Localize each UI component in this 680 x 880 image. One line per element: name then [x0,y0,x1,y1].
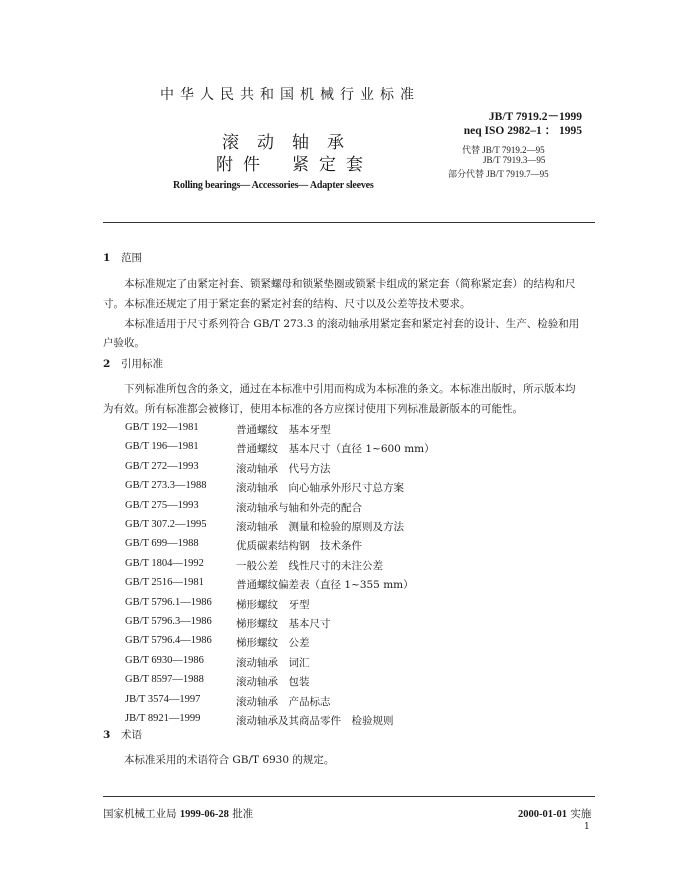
reference-code: JB/T 3574—1997 [125,694,201,705]
reference-title: 滚动轴承 测量和检验的原则及方法 [236,521,404,533]
reference-code: JB/T 8921—1999 [125,713,201,724]
effective-date: 2000-01-01 [518,809,567,820]
reference-code: GB/T 196—1981 [125,441,199,452]
reference-title: 优质碳素结构钢 技术条件 [236,540,362,552]
reference-title: 滚动轴承及其商品零件 检验规则 [236,715,394,727]
replaces-line-3: 部分代替 JB/T 7919.7—95 [448,169,549,179]
reference-code: GB/T 192—1981 [125,422,199,433]
reference-code: GB/T 307.2—1995 [125,519,207,530]
section-number: 2 [103,358,111,370]
paragraph-line: 本标准适用于尺寸系列符合 GB/T 273.3 的滚动轴承用紧定套和紧定衬套的设计、生产、检验和用 [124,318,580,330]
header-divider [103,222,595,223]
section-2-heading [103,356,163,371]
reference-title: 滚动轴承 包装 [236,676,310,688]
iso-equivalence: neq ISO 2982–1 ： 1995 [463,125,582,137]
title-cn-line-1: 滚动轴承 [222,133,362,153]
reference-title: 梯形螺纹 牙型 [236,599,310,611]
title-cn-line-2 [216,150,373,175]
title-cn-part-a: 附件 [216,155,270,175]
reference-code: GB/T 6930—1986 [125,655,204,666]
reference-code: GB/T 275—1993 [125,500,199,511]
reference-code: GB/T 2516—1981 [125,577,204,588]
section-number: 3 [103,729,111,741]
issuer: 国家机械工业局 [103,808,177,820]
paragraph-line: 为有效。所有标准都会被修订，使用本标准的各方应探讨使用下列标准最新版本的可能性。 [103,403,523,415]
effective-word: 实施 [570,808,592,820]
reference-title: 滚动轴承 词汇 [236,657,310,669]
reference-code: GB/T 272—1993 [125,461,199,472]
section-1-heading [103,250,142,265]
reference-code: GB/T 5796.3—1986 [125,616,212,627]
reference-title: 滚动轴承 向心轴承外形尺寸总方案 [236,482,404,494]
reference-code: GB/T 5796.4—1986 [125,635,212,646]
reference-code: GB/T 1804—1992 [125,558,204,569]
reference-code: GB/T 8597—1988 [125,674,204,685]
effective-line [518,806,591,821]
reference-title: 梯形螺纹 基本尺寸 [236,618,331,630]
reference-code: GB/T 699—1988 [125,538,199,549]
section-number: 1 [103,252,111,264]
reference-title: 梯形螺纹 公差 [236,637,310,649]
reference-code: GB/T 5796.1—1986 [125,597,212,608]
reference-title: 滚动轴承 产品标志 [236,696,331,708]
approve-word: 批准 [232,808,254,820]
reference-title: 普通螺纹 基本尺寸（直径 1~600 mm） [236,443,435,455]
paragraph-line: 下列标准所包含的条文，通过在本标准中引用而构成为本标准的条文。本标准出版时，所示版本均 [124,383,576,395]
section-title: 术语 [121,729,142,741]
approve-date: 1999-06-28 [179,809,229,820]
page-number: 1 [584,822,590,832]
reference-title: 滚动轴承与轴和外壳的配合 [236,502,362,514]
footer-divider [103,796,595,797]
title-cn-part-b: 紧定套 [292,155,373,175]
approval-line [103,806,253,821]
paragraph-line: 寸。本标准还规定了用于紧定套的紧定衬套的结构、尺寸以及公差等技术要求。 [103,298,471,310]
section-title: 引用标准 [121,358,163,370]
issuing-body-heading: 中华人民共和国机械行业标准 [160,87,420,103]
section-3-heading [103,727,142,742]
reference-code: GB/T 273.3—1988 [125,480,207,491]
replaces-line-2: JB/T 7919.3—95 [483,155,546,165]
replaces-line-1: 代替 JB/T 7919.2—95 [462,145,545,155]
reference-title: 普通螺纹偏差表（直径 1~355 mm） [236,579,414,591]
standard-number: JB/T 7919.2－1999 [488,111,582,123]
reference-title: 滚动轴承 代号方法 [236,463,331,475]
paragraph-line: 户验收。 [103,337,145,349]
paragraph-line: 本标准采用的术语符合 GB/T 6930 的规定。 [124,754,335,766]
paragraph-line: 本标准规定了由紧定衬套、锁紧螺母和锁紧垫圈或锁紧卡组成的紧定套（简称紧定套）的结构和尺 [124,278,576,290]
reference-title: 普通螺纹 基本牙型 [236,424,331,436]
title-en: Rolling bearings— Accessories— Adapter sleeves [173,180,374,191]
section-title: 范围 [121,252,142,264]
reference-title: 一般公差 线性尺寸的未注公差 [236,560,383,572]
